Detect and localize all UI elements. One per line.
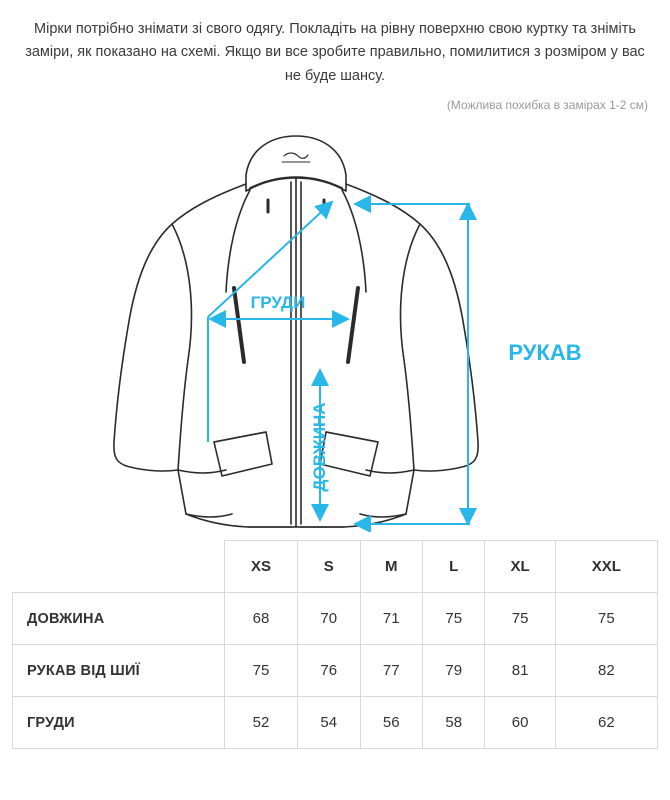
table-row: [13, 593, 658, 645]
cell: 75: [225, 645, 298, 697]
table-corner-cell: [13, 541, 225, 593]
table-row: [13, 697, 658, 749]
cell: 76: [298, 645, 360, 697]
cell: 79: [422, 645, 484, 697]
measurement-tolerance-note: (Можлива похибка в замірах 1-2 см): [446, 98, 648, 113]
cell: 71: [360, 593, 422, 645]
col-l: L: [422, 541, 484, 593]
cell: 77: [360, 645, 422, 697]
table-header-row: [13, 541, 658, 593]
cell: 54: [298, 697, 360, 749]
cell: 56: [360, 697, 422, 749]
jacket-diagram: [0, 112, 670, 532]
table-row: [13, 645, 658, 697]
cell: 75: [422, 593, 484, 645]
cell: 68: [225, 593, 298, 645]
col-xs: XS: [225, 541, 298, 593]
cell: 70: [298, 593, 360, 645]
row-label-sleeve-from-neck: РУКАВ ВІД ШИЇ: [13, 645, 225, 697]
row-label-chest: ГРУДИ: [13, 697, 225, 749]
intro-text: Мірки потрібно знімати зі свого одягу. Покладіть на рівну поверхню свою куртку та зніміть заміри, як показано на схемі. Якщо ви все зробите правильно, помилитися з розміром у вас не буде шансу.: [25, 21, 645, 84]
col-xl: XL: [485, 541, 555, 593]
row-label-length: ДОВЖИНА: [13, 593, 225, 645]
col-s: S: [298, 541, 360, 593]
col-xxl: XXL: [555, 541, 657, 593]
cell: 60: [485, 697, 555, 749]
label-length: ДОВЖИНА: [310, 402, 329, 493]
size-table: [12, 540, 658, 749]
label-sleeve: РУКАВ: [508, 340, 582, 366]
cell: 75: [555, 593, 657, 645]
cell: 82: [555, 645, 657, 697]
cell: 52: [225, 697, 298, 749]
label-chest: ГРУДИ: [250, 293, 306, 313]
cell: 62: [555, 697, 657, 749]
cell: 75: [485, 593, 555, 645]
col-m: M: [360, 541, 422, 593]
cell: 58: [422, 697, 484, 749]
cell: 81: [485, 645, 555, 697]
